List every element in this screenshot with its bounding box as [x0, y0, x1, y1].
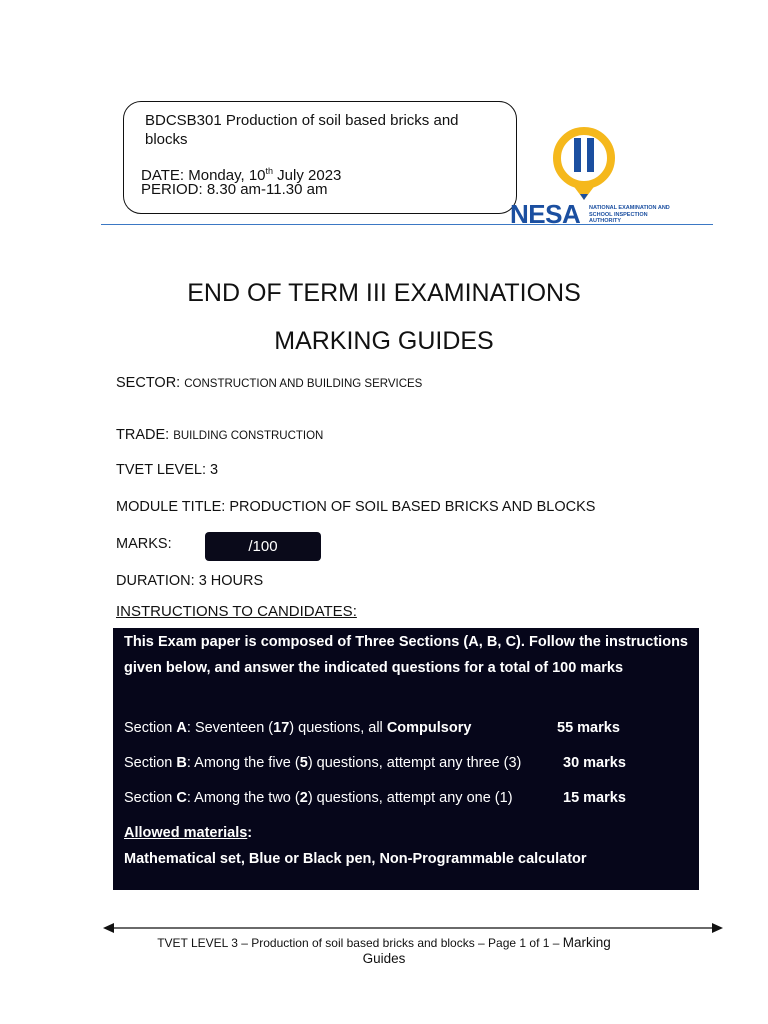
- marks-value-box: /100: [205, 532, 321, 561]
- allowed-materials-heading: Allowed materials:: [124, 825, 253, 841]
- footer-double-arrow-icon: [103, 921, 723, 935]
- module-title-field: MODULE TITLE: PRODUCTION OF SOIL BASED BRICKS AND BLOCKS: [116, 499, 596, 515]
- marking-guides-title: MARKING GUIDES: [274, 327, 494, 355]
- sector-field: SECTOR: CONSTRUCTION AND BUILDING SERVICES: [116, 375, 423, 391]
- exam-date: DATE: Monday, 10th July 2023: [141, 166, 342, 184]
- nesa-logo-word: NESA: [510, 199, 581, 229]
- exam-title: END OF TERM III EXAMINATIONS: [187, 279, 581, 307]
- section-b-line: Section B: Among the five (5) questions, attempt any three (3): [124, 755, 522, 771]
- page-footer: TVET LEVEL 3 – Production of soil based bricks and blocks – Page 1 of 1 – Marking Guides: [157, 935, 611, 966]
- instructions-heading: INSTRUCTIONS TO CANDIDATES:: [116, 603, 357, 620]
- header-divider: [101, 224, 713, 225]
- duration-field: DURATION: 3 HOURS: [116, 573, 264, 589]
- section-c-marks: 15 marks: [563, 790, 626, 806]
- section-a-marks: 55 marks: [557, 720, 620, 736]
- instructions-intro: This Exam paper is composed of Three Sections (A, B, C). Follow the instructions given below, and answer the indicated questions for a total of 100 marks: [124, 634, 688, 676]
- tvet-level-field: TVET LEVEL: 3: [116, 462, 219, 478]
- trade-field: TRADE: BUILDING CONSTRUCTION: [116, 427, 324, 443]
- module-code-title: BDCSB301 Production of soil based bricks and blocks: [145, 112, 459, 148]
- nesa-logo-tagline: NATIONAL EXAMINATION AND SCHOOL INSPECTION AUTHORITY: [589, 205, 670, 224]
- marks-label: MARKS:: [116, 536, 172, 552]
- section-b-marks: 30 marks: [563, 755, 626, 771]
- section-a-line: Section A: Seventeen (17) questions, all Compulsory: [124, 720, 472, 736]
- exam-period: PERIOD: 8.30 am-11.30 am: [141, 181, 328, 198]
- section-c-line: Section C: Among the two (2) questions, attempt any one (1): [124, 790, 513, 806]
- allowed-materials-list: Mathematical set, Blue or Black pen, Non-Programmable calculator: [124, 851, 587, 867]
